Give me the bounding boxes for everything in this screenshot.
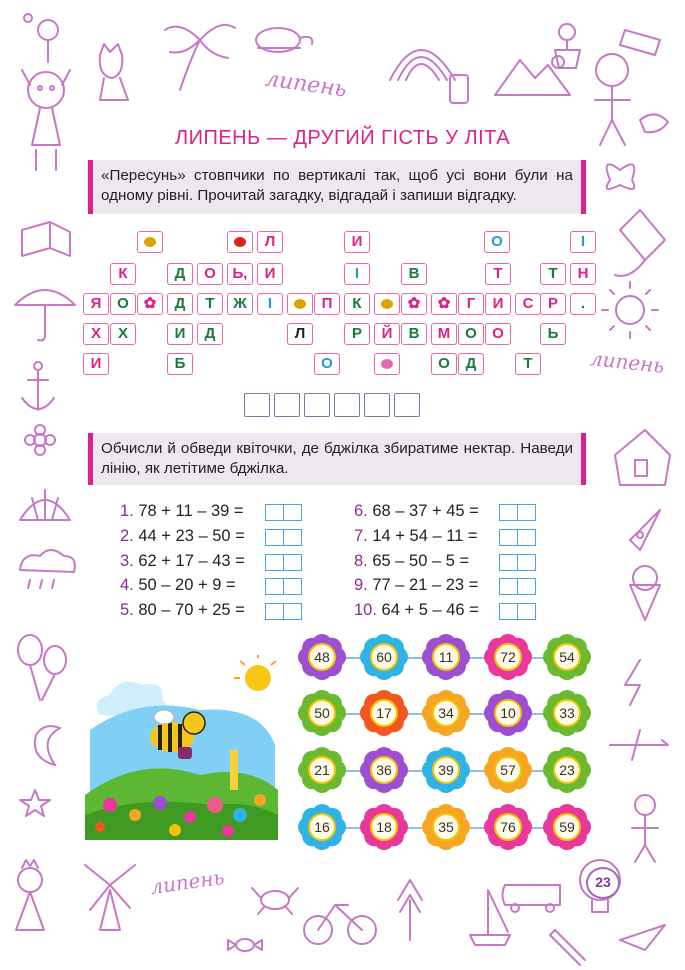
- answer-input-box[interactable]: [499, 504, 518, 521]
- ladybug-icon: [227, 231, 253, 253]
- answer-input-box[interactable]: [499, 603, 518, 620]
- house-icon: [615, 430, 670, 485]
- letter-text: Х: [90, 325, 101, 342]
- answer-input-box[interactable]: [265, 578, 284, 595]
- girl-doodle-icon: [22, 70, 70, 170]
- equation-number: 9.: [354, 576, 368, 594]
- equation-number: 4.: [120, 576, 134, 594]
- number-flower[interactable]: [296, 745, 348, 795]
- answer-input-box[interactable]: [283, 578, 302, 595]
- equation-row: [120, 502, 244, 521]
- letter-text: Т: [205, 295, 215, 312]
- candy-icon: [228, 939, 262, 951]
- number-flower[interactable]: [482, 632, 534, 682]
- letter-text: Н: [577, 265, 589, 282]
- letter-tile: [431, 353, 457, 375]
- answer-input-box[interactable]: [265, 529, 284, 546]
- letter-tile: [570, 231, 596, 253]
- letter-tile: [314, 353, 340, 375]
- flower-number: 16: [308, 813, 336, 841]
- equation-row: [354, 601, 479, 620]
- stick-man-icon: [632, 795, 658, 862]
- letter-text: Р: [351, 325, 362, 342]
- letter-text: О: [491, 233, 503, 250]
- answer-input-box[interactable]: [517, 578, 536, 595]
- flower-icon: ✿: [137, 293, 163, 315]
- letter-text: И: [351, 233, 363, 250]
- letter-text: И: [264, 265, 276, 282]
- letter-tile: [83, 293, 109, 315]
- butterfly-icon: [374, 353, 400, 375]
- bee-icon: [137, 231, 163, 253]
- letter-text: Т: [523, 355, 533, 372]
- letter-tile: [167, 323, 193, 345]
- umbrella-icon: [15, 290, 75, 340]
- letter-tile: [485, 323, 511, 345]
- balloons-icon: [18, 635, 66, 700]
- star-icon: [20, 790, 50, 816]
- number-flower[interactable]: [541, 688, 593, 738]
- equation-row: [120, 601, 245, 620]
- flower-number: 72: [494, 643, 522, 671]
- car-icon: [620, 30, 660, 55]
- task-instruction-2: [88, 433, 586, 485]
- flower-pot-icon: [555, 24, 580, 68]
- equation-text: 50 – 20 + 9 =: [138, 576, 236, 594]
- letter-tile: [167, 263, 193, 285]
- bee-icon: [374, 293, 400, 315]
- equation-text: 68 – 37 + 45 =: [372, 502, 479, 520]
- letter-tile: [167, 353, 193, 375]
- answer-input-box[interactable]: [283, 529, 302, 546]
- kite-icon: [615, 210, 665, 276]
- letter-text: К: [352, 295, 362, 312]
- flower-number: 18: [370, 813, 398, 841]
- letter-tile: [484, 231, 510, 253]
- flower-icon: ✿: [431, 293, 457, 315]
- answer-input-box[interactable]: [517, 603, 536, 620]
- number-flower[interactable]: [296, 802, 348, 852]
- letter-text: В: [408, 265, 420, 282]
- flower-number: 21: [308, 756, 336, 784]
- equation-text: 62 + 17 – 43 =: [138, 552, 245, 570]
- letter-tile: [344, 231, 370, 253]
- letter-tile: [401, 263, 427, 285]
- letter-tile: [344, 293, 370, 315]
- flower-number: 11: [432, 643, 460, 671]
- mountain-icon: [495, 56, 570, 95]
- equation-text: 80 – 70 + 25 =: [138, 601, 245, 619]
- letter-text: Л: [264, 233, 276, 250]
- number-flower[interactable]: [420, 688, 472, 738]
- answer-input-box[interactable]: [283, 554, 302, 571]
- letter-tile: [570, 293, 596, 315]
- flower-number: 50: [308, 699, 336, 727]
- letter-tile: [540, 293, 566, 315]
- moon-icon: [35, 726, 60, 765]
- flower-number: 10: [494, 699, 522, 727]
- flower-number: 33: [553, 699, 581, 727]
- doodle-word: липень: [148, 864, 226, 900]
- number-flower[interactable]: [358, 688, 410, 738]
- letter-tile: [197, 323, 223, 345]
- flower-number: 35: [432, 813, 460, 841]
- task-text: «Пересунь» стовпчики по вертикалі так, щоб усі вони були на одному рівні. Прочитай загадку, відгадай і запиши відгадку.: [101, 167, 573, 204]
- letter-tile: [344, 263, 370, 285]
- bus-icon: [503, 885, 561, 912]
- answer-input-box[interactable]: [517, 504, 536, 521]
- number-flower[interactable]: [296, 688, 348, 738]
- letter-text: Д: [465, 355, 477, 372]
- answer-box[interactable]: [274, 393, 300, 417]
- number-flower[interactable]: [358, 632, 410, 682]
- page-number: 23: [586, 867, 620, 899]
- crab-icon: [252, 888, 298, 914]
- letter-tile: [83, 323, 109, 345]
- number-flower[interactable]: [541, 745, 593, 795]
- letter-text: Й: [381, 325, 393, 342]
- letter-text: О: [492, 325, 504, 342]
- letter-text: Г: [466, 295, 476, 312]
- book-icon: [22, 222, 70, 256]
- letter-tile: [257, 231, 283, 253]
- letter-text: Д: [174, 265, 186, 282]
- letter-text: О: [204, 265, 216, 282]
- letter-text: О: [438, 355, 450, 372]
- task-instruction-1: [88, 160, 586, 214]
- letter-text: Я: [90, 295, 102, 312]
- letter-text: Ж: [233, 295, 247, 312]
- flower-number: 76: [494, 813, 522, 841]
- letter-text: К: [118, 265, 128, 282]
- equation-number: 8.: [354, 552, 368, 570]
- pencil-icon: [550, 930, 585, 965]
- turtle-icon: [256, 28, 312, 52]
- ice-cream-icon: [630, 566, 660, 620]
- equation-row: [354, 576, 478, 595]
- letter-tile: [110, 293, 136, 315]
- answer-input-box[interactable]: [283, 603, 302, 620]
- letter-tile: [570, 263, 596, 285]
- letter-text: В: [408, 325, 420, 342]
- letter-text: О: [465, 325, 477, 342]
- flower-number: 39: [432, 756, 460, 784]
- number-flower[interactable]: [420, 802, 472, 852]
- letter-tile: [314, 293, 340, 315]
- answer-box[interactable]: [334, 393, 360, 417]
- equation-text: 77 – 21 – 23 =: [372, 576, 479, 594]
- lollipop-icon: [24, 14, 58, 62]
- equation-row: [120, 576, 236, 595]
- flower-icon: ✿: [401, 293, 427, 315]
- number-flower[interactable]: [541, 632, 593, 682]
- airplane-icon: [610, 730, 668, 760]
- letter-text: С: [522, 295, 534, 312]
- answer-input-box[interactable]: [499, 529, 518, 546]
- letter-tile: [431, 323, 457, 345]
- letter-tile: [401, 323, 427, 345]
- letter-text: І: [267, 295, 273, 312]
- letter-tile: [540, 323, 566, 345]
- flower-number: 17: [370, 699, 398, 727]
- task-text: Обчисли й обведи квіточки, де бджілка збиратиме нектар. Наведи лінію, як летітиме бджілка.: [101, 440, 573, 477]
- letter-tile: [485, 263, 511, 285]
- letter-tile: [540, 263, 566, 285]
- letter-tile: [257, 293, 283, 315]
- flower-number: 34: [432, 699, 460, 727]
- answer-input-box[interactable]: [517, 529, 536, 546]
- letter-tile: [110, 323, 136, 345]
- equation-row: [354, 527, 478, 546]
- number-flower[interactable]: [541, 802, 593, 852]
- letter-text: Р: [547, 295, 558, 312]
- letter-text: Т: [548, 265, 558, 282]
- equation-number: 3.: [120, 552, 134, 570]
- letter-tile: [227, 293, 253, 315]
- letter-tile: [197, 293, 223, 315]
- letter-text: Т: [493, 265, 503, 282]
- number-flower[interactable]: [482, 688, 534, 738]
- equation-text: 14 + 54 – 11 =: [372, 527, 478, 545]
- answer-input-box[interactable]: [499, 554, 518, 571]
- palm-tree-icon: [165, 25, 235, 90]
- letter-text: Ь: [547, 325, 559, 342]
- letter-text: Х: [117, 325, 128, 342]
- letter-text: Д: [174, 295, 186, 312]
- bee-icon: [287, 293, 313, 315]
- equation-number: 1.: [120, 502, 134, 520]
- letter-tile: [458, 293, 484, 315]
- flower-number: 57: [494, 756, 522, 784]
- flower-number: 59: [553, 813, 581, 841]
- answer-input-box[interactable]: [517, 554, 536, 571]
- shell-icon: [20, 490, 70, 520]
- flower-doodle-icon: [25, 425, 55, 455]
- flower-number: 60: [370, 643, 398, 671]
- answer-box[interactable]: [364, 393, 390, 417]
- rocket-icon: [630, 510, 660, 550]
- anchor-icon: [22, 362, 54, 410]
- letter-text: .: [580, 295, 586, 312]
- letter-tile: [227, 263, 253, 285]
- answer-input-box[interactable]: [283, 504, 302, 521]
- letter-tile: [83, 353, 109, 375]
- page-title: ЛИПЕНЬ — ДРУГИЙ ГІСТЬ У ЛІТА: [174, 127, 511, 149]
- phone-icon: [450, 75, 468, 103]
- letter-tile: [374, 323, 400, 345]
- equation-number: 6.: [354, 502, 368, 520]
- letter-tile: [167, 293, 193, 315]
- letter-text: О: [321, 355, 333, 372]
- doodle-word: липень: [263, 66, 349, 103]
- number-flower[interactable]: [482, 802, 534, 852]
- answer-input-box[interactable]: [265, 554, 284, 571]
- equation-number: 5.: [120, 601, 134, 619]
- sun-doodle-icon: [602, 282, 658, 338]
- letter-text: М: [437, 325, 451, 342]
- answer-input-box[interactable]: [265, 603, 284, 620]
- letter-tile: [458, 323, 484, 345]
- answer-input-box[interactable]: [499, 578, 518, 595]
- lightning-icon: [625, 660, 640, 705]
- letter-tile: [515, 353, 541, 375]
- equation-number: 10.: [354, 601, 377, 619]
- letter-text: Л: [294, 325, 306, 342]
- cloud-rain-icon: [20, 550, 75, 588]
- doodle-word: липень: [588, 346, 666, 378]
- letter-tile: [485, 293, 511, 315]
- number-flower[interactable]: [358, 802, 410, 852]
- equation-row: [120, 527, 245, 546]
- windmill-icon: [85, 865, 135, 930]
- sailboat-icon: [470, 890, 510, 945]
- letter-text: Ь,: [232, 265, 248, 282]
- tree-icon: [398, 880, 422, 940]
- equation-number: 2.: [120, 527, 134, 545]
- letter-text: И: [174, 325, 186, 342]
- equation-text: 65 – 50 – 5 =: [372, 552, 470, 570]
- letter-text: О: [117, 295, 129, 312]
- equation-text: 64 + 5 – 46 =: [381, 601, 479, 619]
- number-flower[interactable]: [358, 745, 410, 795]
- answer-box[interactable]: [394, 393, 420, 417]
- equation-row: [120, 552, 245, 571]
- letter-tile: [110, 263, 136, 285]
- letter-tile: [515, 293, 541, 315]
- letter-text: П: [321, 295, 333, 312]
- letter-text: Д: [204, 325, 216, 342]
- number-flower[interactable]: [482, 745, 534, 795]
- princess-icon: [16, 860, 44, 930]
- letter-tile: [287, 323, 313, 345]
- letter-text: І: [580, 233, 586, 250]
- equation-row: [354, 552, 469, 571]
- equation-row: [354, 502, 479, 521]
- letter-text: Б: [174, 355, 186, 372]
- answer-box[interactable]: [304, 393, 330, 417]
- letter-tile: [458, 353, 484, 375]
- equation-text: 44 + 23 – 50 =: [138, 527, 245, 545]
- answer-input-box[interactable]: [265, 504, 284, 521]
- flower-number: 23: [553, 756, 581, 784]
- number-flower[interactable]: [420, 745, 472, 795]
- letter-tile: [197, 263, 223, 285]
- letter-text: І: [354, 265, 360, 282]
- cat-icon: [100, 44, 128, 100]
- bee-meadow-picture: [80, 655, 280, 840]
- flower-number: 36: [370, 756, 398, 784]
- letter-tile: [344, 323, 370, 345]
- flower-number: 54: [553, 643, 581, 671]
- number-flower[interactable]: [420, 632, 472, 682]
- butterfly-doodle-icon: [607, 164, 635, 189]
- flower-number: 48: [308, 643, 336, 671]
- letter-tile: [257, 263, 283, 285]
- letter-text: И: [492, 295, 504, 312]
- number-flower[interactable]: [296, 632, 348, 682]
- equation-number: 7.: [354, 527, 368, 545]
- bicycle-icon: [304, 905, 376, 944]
- equation-text: 78 + 11 – 39 =: [138, 502, 244, 520]
- paper-plane-icon: [620, 925, 665, 950]
- letter-text: И: [90, 355, 102, 372]
- rainbow-icon: [390, 50, 455, 80]
- answer-box[interactable]: [244, 393, 270, 417]
